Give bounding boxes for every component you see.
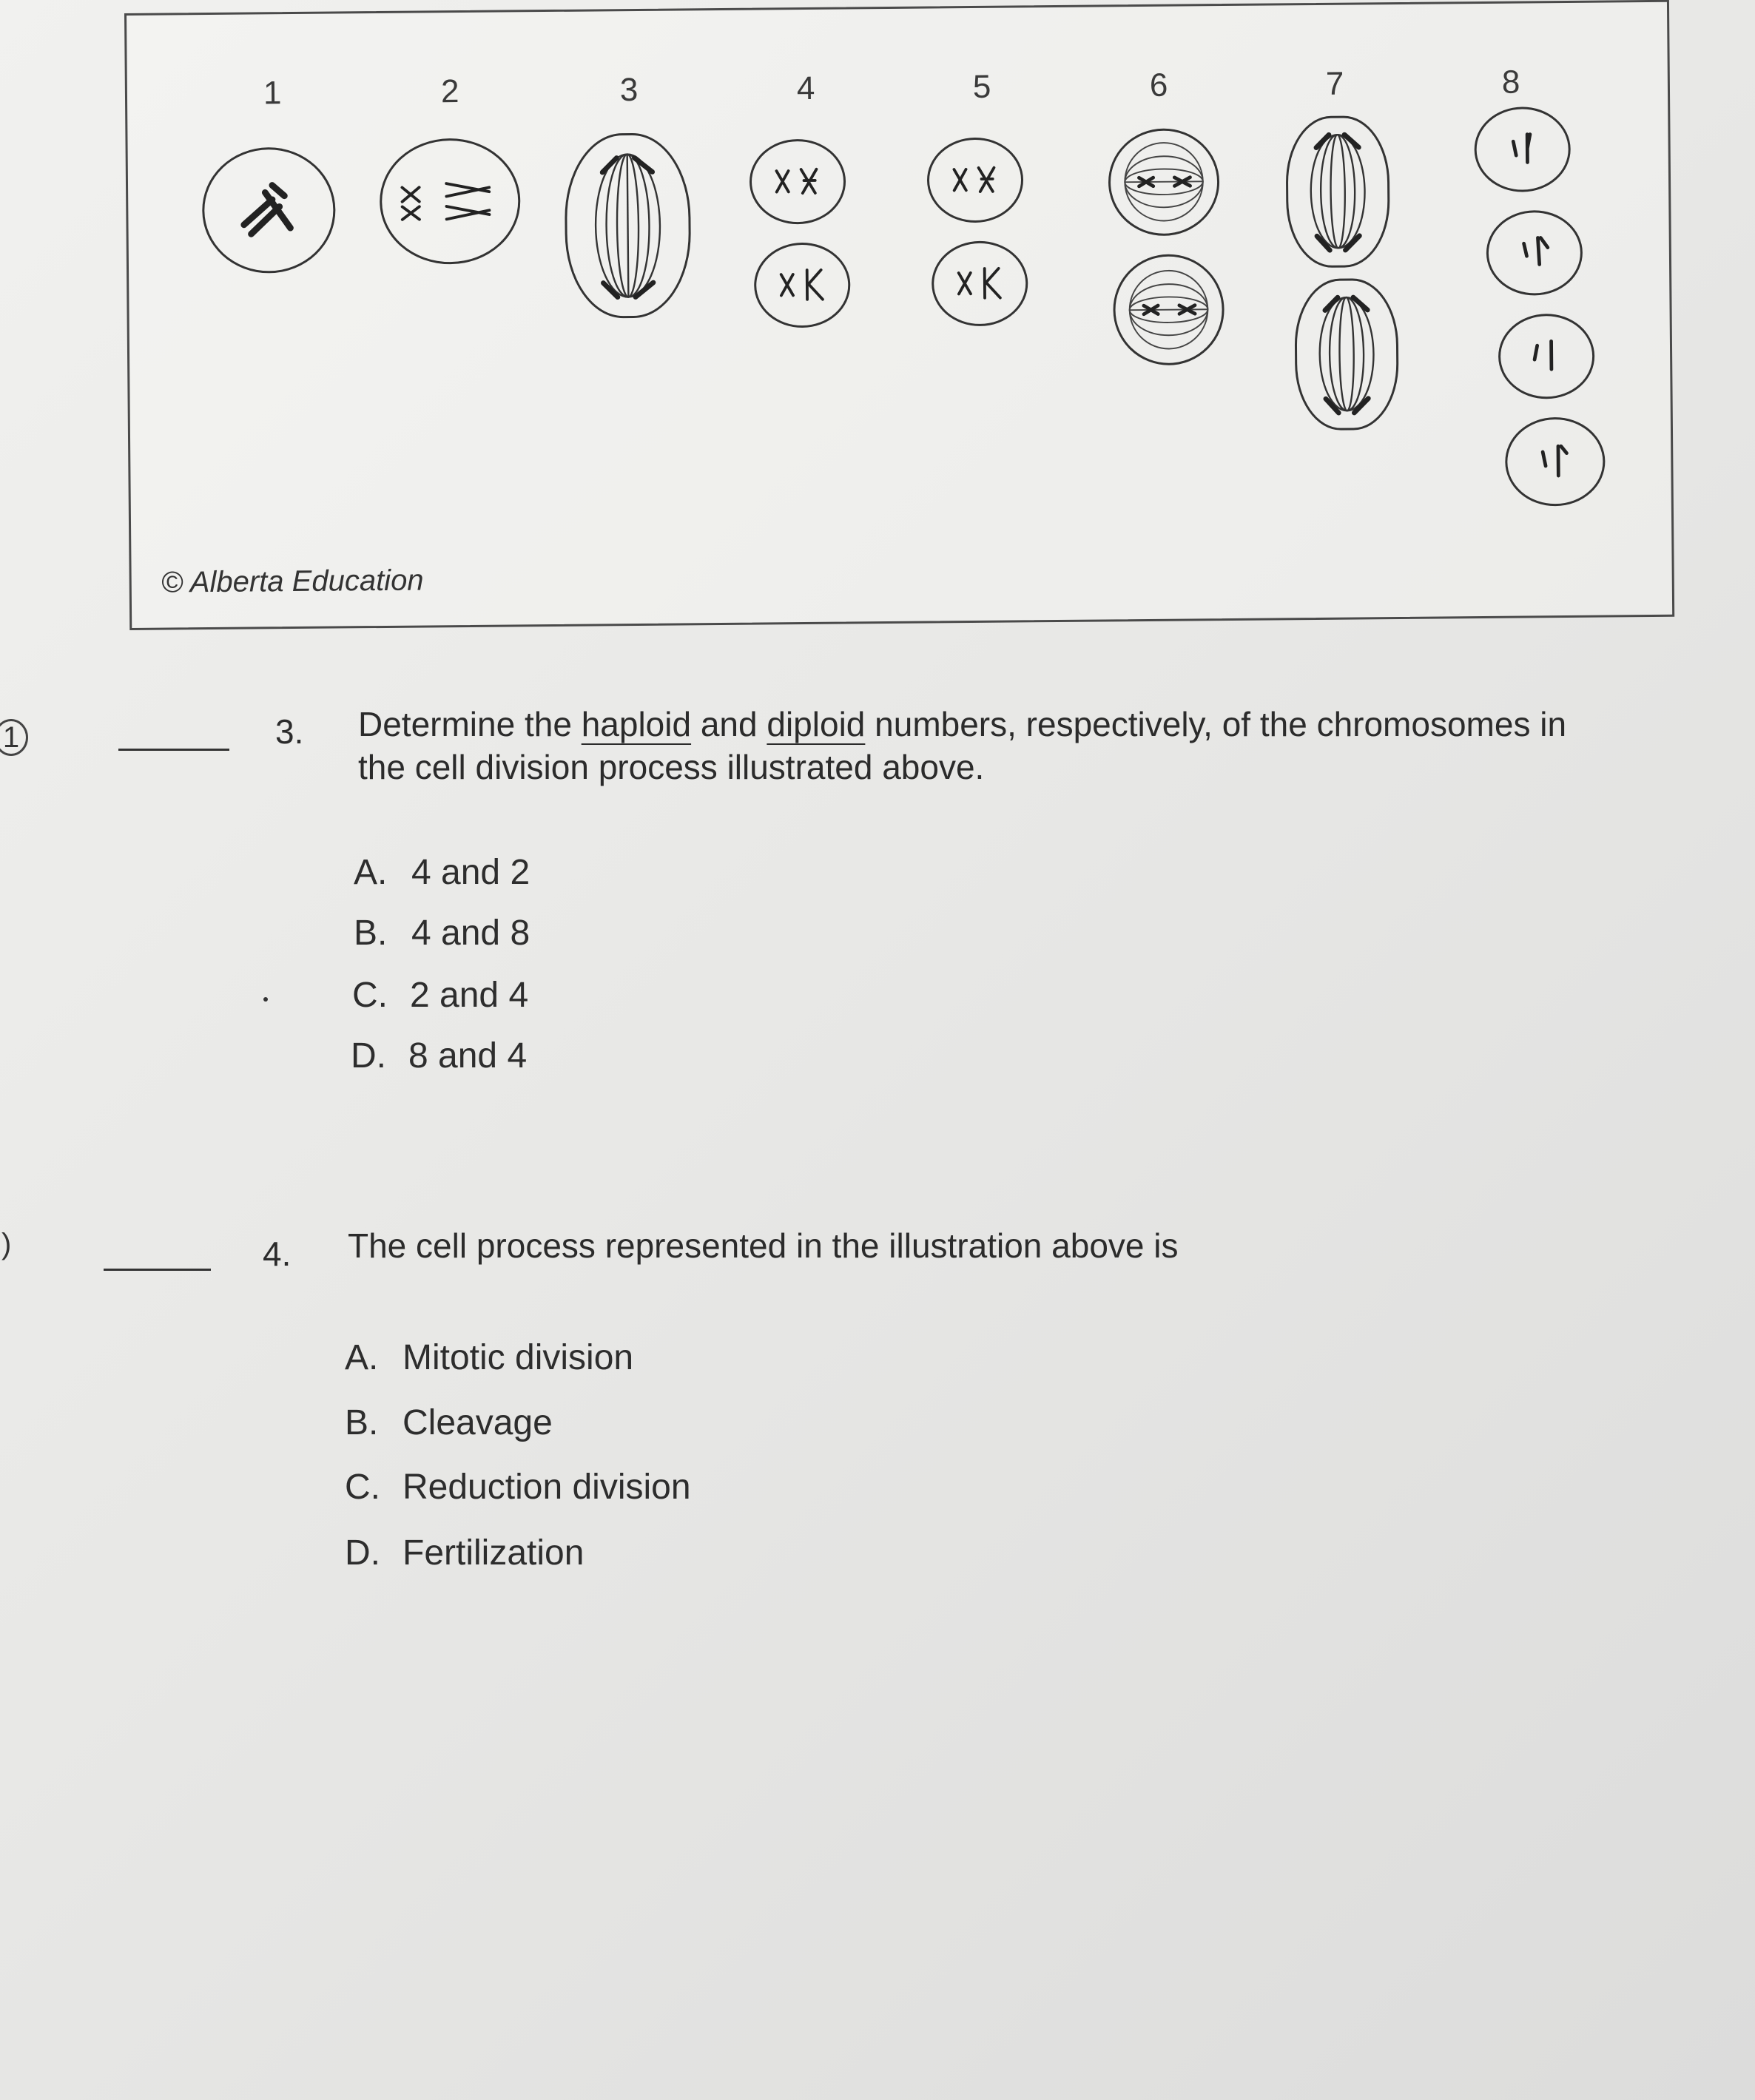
question-3-number: 3. bbox=[275, 712, 304, 751]
stage-label-6: 6 bbox=[1149, 67, 1168, 104]
question-4-option-a[interactable]: A. Mitotic division bbox=[345, 1338, 634, 1377]
stage-5-cell-bottom bbox=[932, 240, 1028, 326]
stage-8-cell-3 bbox=[1498, 314, 1595, 399]
question-3-option-d[interactable]: D. 8 and 4 bbox=[351, 1036, 528, 1076]
question-4-option-c[interactable]: C. Reduction division bbox=[345, 1468, 691, 1507]
question-3-answer-blank[interactable] bbox=[118, 749, 229, 751]
stage-7-cell-bottom bbox=[1294, 278, 1399, 431]
question-4-option-b[interactable]: B. Cleavage bbox=[345, 1403, 553, 1442]
stage-6-cell-top bbox=[1108, 128, 1219, 236]
stage-label-1: 1 bbox=[263, 75, 282, 112]
stage-label-4: 4 bbox=[796, 70, 815, 107]
stage-8-cell-4 bbox=[1505, 417, 1606, 507]
question-3-margin-marker: 1 bbox=[0, 719, 28, 756]
question-4-number: 4. bbox=[263, 1235, 292, 1273]
stage-6-cell-bottom bbox=[1113, 254, 1225, 365]
stage-label-3: 3 bbox=[619, 71, 639, 109]
stage-label-5: 5 bbox=[972, 68, 991, 105]
question-3-option-b[interactable]: B. 4 and 8 bbox=[354, 914, 530, 953]
stage-3-cell bbox=[564, 132, 691, 318]
underlined-haploid: haploid bbox=[581, 705, 692, 743]
stage-2-cell bbox=[379, 138, 520, 265]
stage-1-cell bbox=[202, 147, 336, 274]
stage-label-2: 2 bbox=[440, 73, 459, 110]
stage-7-cell-top bbox=[1285, 115, 1390, 268]
stage-label-7: 7 bbox=[1325, 65, 1344, 102]
question-4-margin-marker: ) bbox=[1, 1228, 12, 1260]
stage-8-cell-1 bbox=[1474, 107, 1571, 192]
question-4-answer-blank[interactable] bbox=[104, 1269, 211, 1271]
question-3-option-a[interactable]: A. 4 and 2 bbox=[354, 853, 530, 892]
underlined-diploid: diploid bbox=[767, 705, 866, 743]
stage-5-cell-top bbox=[927, 137, 1024, 223]
question-4-text: The cell process represented in the illustration above is bbox=[348, 1226, 1179, 1265]
meiosis-figure bbox=[124, 0, 1674, 630]
pencil-dot-mark bbox=[263, 997, 268, 1002]
stage-4-cell-bottom bbox=[754, 242, 851, 328]
question-4-option-d[interactable]: D. Fertilization bbox=[345, 1533, 585, 1573]
stage-4-cell-top bbox=[750, 139, 846, 225]
question-3-option-c[interactable]: C. 2 and 4 bbox=[352, 976, 529, 1015]
question-3-text: Determine the haploid and diploid numbers, respectively, of the chromosomes in the cell division process illustrated above. bbox=[358, 705, 1567, 786]
copyright-credit: © Alberta Education bbox=[161, 564, 424, 599]
stage-8-cell-2 bbox=[1486, 210, 1583, 296]
stage-label-8: 8 bbox=[1501, 64, 1520, 101]
